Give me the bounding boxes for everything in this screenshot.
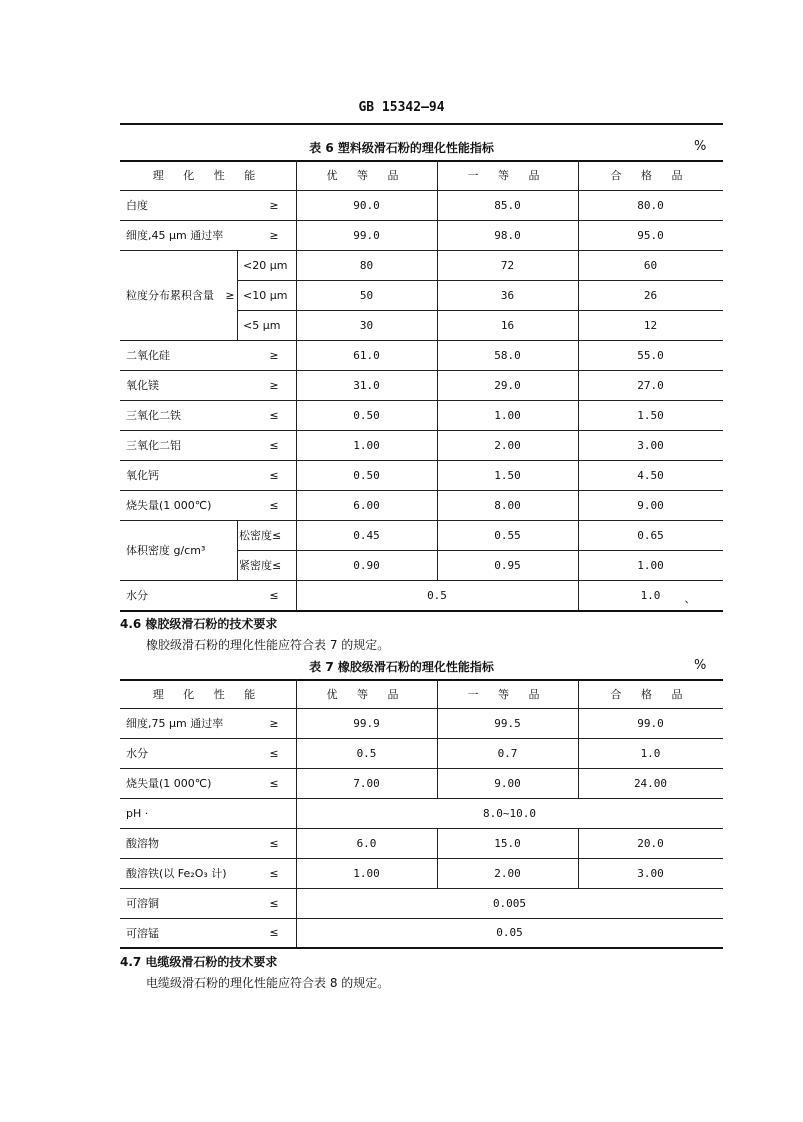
table6-row-op: ≥: [269, 378, 279, 392]
table7-row-label: 酸溶物: [126, 837, 159, 850]
table6-sub-label: <10 μm: [243, 288, 288, 302]
table6-value-merged: 0.5: [427, 588, 447, 602]
table6-value: 0.50: [353, 408, 380, 422]
table7-value: 3.00: [637, 866, 664, 880]
table6-value: 31.0: [353, 378, 380, 392]
table6-value: 72: [500, 258, 515, 272]
table6-row-op: ≤: [269, 438, 279, 452]
table7-value: 99.5: [494, 716, 521, 730]
table6-value: 1.50: [494, 468, 521, 482]
table6-group-particle-label: 粒度分布累积含量: [126, 289, 214, 302]
table6-value: 98.0: [494, 228, 521, 242]
table7-row-op: ≤: [269, 746, 279, 760]
table7-value: 7.00: [353, 776, 380, 790]
table6-value: 29.0: [494, 378, 521, 392]
table6-col-grade-first: 一 等 品: [467, 169, 548, 182]
table6-value: 0.65: [637, 528, 664, 542]
table6-row-op: ≤: [269, 408, 279, 422]
header-rule: [120, 123, 723, 125]
table7-row-op: ≤: [269, 836, 279, 850]
table6-row-label: 三氧化二铝: [126, 439, 181, 452]
table7-row-label: 可溶铜: [126, 897, 159, 910]
table6-value: 16: [500, 318, 515, 332]
table6-value: 9.00: [637, 498, 664, 512]
section-4-7-heading: 4.7 电缆级滑石粉的技术要求: [120, 955, 278, 969]
table6-sub-label: 松密度≤: [239, 529, 282, 542]
table6-value: 8.00: [494, 498, 521, 512]
table6-row-label: 氧化钙: [126, 469, 159, 482]
table6-col-property: 理 化 性 能: [152, 169, 264, 182]
table7-value: 99.0: [637, 716, 664, 730]
table6-value: 0.45: [353, 528, 380, 542]
table7-row-op: ≤: [269, 866, 279, 880]
table6-row-label: 细度,45 μm 通过率: [126, 229, 224, 242]
table6-title: 表 6 塑料级滑石粉的理化性能指标: [309, 141, 494, 155]
table6-value: 95.0: [637, 228, 664, 242]
table6-value: 61.0: [353, 348, 380, 362]
table7-row-label: 细度,75 μm 通过率: [126, 717, 224, 730]
table6-row-op: ≤: [269, 588, 279, 602]
table6-sub-label: 紧密度≤: [239, 559, 282, 572]
standard-code: GB 15342—94: [358, 100, 445, 115]
table7-value: 99.9: [353, 716, 380, 730]
table7-value: 20.0: [637, 836, 664, 850]
table6-row-op: ≤: [269, 468, 279, 482]
section-4-7-paragraph: 电缆级滑石粉的理化性能应符合表 8 的规定。: [146, 976, 390, 990]
table6-value: 0.50: [353, 468, 380, 482]
table6-value: 0.90: [353, 558, 380, 572]
table7-unit: %: [694, 658, 707, 673]
table6-group-particle-op: ≥: [225, 288, 235, 302]
table6-row-op: ≥: [269, 348, 279, 362]
table7-col-property: 理 化 性 能: [152, 687, 264, 701]
table7-row-label: 水分: [126, 747, 148, 760]
table6-value: 80: [359, 258, 374, 272]
table6-group-density-label: 体积密度 g/cm³: [126, 544, 206, 557]
table7-row-label: 可溶锰: [126, 926, 159, 940]
table7-value: 2.00: [494, 866, 521, 880]
table6-value: 0.55: [494, 528, 521, 542]
table7-row-op: ≤: [269, 926, 279, 939]
table6-sub-label: <20 μm: [243, 258, 288, 272]
table6-value: 1.00: [494, 408, 521, 422]
table7-row-op: ≤: [269, 896, 279, 910]
table6-row-op: ≥: [269, 228, 279, 242]
table7-value: 15.0: [494, 836, 521, 850]
stray-mark: 、: [684, 592, 696, 605]
section-4-6-heading: 4.6 橡胶级滑石粉的技术要求: [120, 617, 278, 631]
table7-row-label: 烧失量(1 000℃): [126, 777, 212, 790]
section-4-6-paragraph: 橡胶级滑石粉的理化性能应符合表 7 的规定。: [146, 638, 390, 652]
table6-row-label: 烧失量(1 000℃): [126, 499, 212, 512]
table6-row-op: ≤: [269, 498, 279, 512]
table7-title: 表 7 橡胶级滑石粉的理化性能指标: [309, 660, 494, 674]
table6-row-label: 白度: [126, 199, 148, 212]
table6-value: 55.0: [637, 348, 664, 362]
table7-value: 0.7: [497, 746, 518, 760]
table6-value: 60: [643, 258, 658, 272]
table6-col-grade-superior: 优 等 品: [326, 169, 407, 182]
table6-value: 26: [643, 288, 658, 302]
table6-row-label: 氧化镁: [126, 379, 159, 392]
table6-value: 36: [500, 288, 515, 302]
table7-col-grade-first: 一 等 品: [467, 687, 548, 701]
table7-col-grade-superior: 优 等 品: [326, 687, 407, 701]
table6-value: 58.0: [494, 348, 521, 362]
table6-value: 85.0: [494, 198, 521, 212]
table7-value: 1.00: [353, 866, 380, 880]
table6-col-grade-qualified: 合 格 品: [610, 169, 691, 182]
table6-value: 12: [643, 318, 658, 332]
table7-value: 6.0: [356, 836, 377, 850]
table7-row-op: ≥: [269, 716, 279, 730]
table7-value: 9.00: [494, 776, 521, 790]
table6-value: 2.00: [494, 438, 521, 452]
table7-value-merged: 8.0~10.0: [483, 806, 536, 820]
table6-row-label: 二氧化硅: [126, 349, 170, 362]
table7-value: 1.0: [640, 746, 661, 760]
table7-col-grade-qualified: 合 格 品: [610, 687, 691, 701]
table6-unit: %: [694, 139, 707, 154]
table6-value: 4.50: [637, 468, 664, 482]
table6-row-label: 三氧化二铁: [126, 409, 181, 422]
table6-value: 27.0: [637, 378, 664, 392]
table6-value: 0.95: [494, 558, 521, 572]
table6-sub-label: <5 μm: [243, 318, 281, 332]
table6-value: 1.50: [637, 408, 664, 422]
table6-value: 6.00: [353, 498, 380, 512]
table6-value: 30: [359, 318, 374, 332]
table6-value: 3.00: [637, 438, 664, 452]
table7-value: 0.5: [356, 746, 377, 760]
table6-value: 50: [359, 288, 374, 302]
table7-row-label: pH ·: [126, 806, 149, 820]
table7-value-merged: 0.005: [492, 896, 527, 910]
table6-value: 1.00: [353, 438, 380, 452]
table7-value: 24.00: [633, 776, 668, 790]
table6-value: 1.0: [640, 588, 661, 602]
table6-value: 1.00: [637, 558, 664, 572]
table6-row-op: ≥: [269, 198, 279, 212]
table6-value: 99.0: [353, 228, 380, 242]
table7-value-merged: 0.05: [496, 926, 523, 939]
table7-row-op: ≤: [269, 776, 279, 790]
table7-row-label: 酸溶铁(以 Fe₂O₃ 计): [126, 867, 227, 880]
table6-value: 80.0: [637, 198, 664, 212]
table6-value: 90.0: [353, 198, 380, 212]
table6-row-label: 水分: [126, 589, 148, 602]
